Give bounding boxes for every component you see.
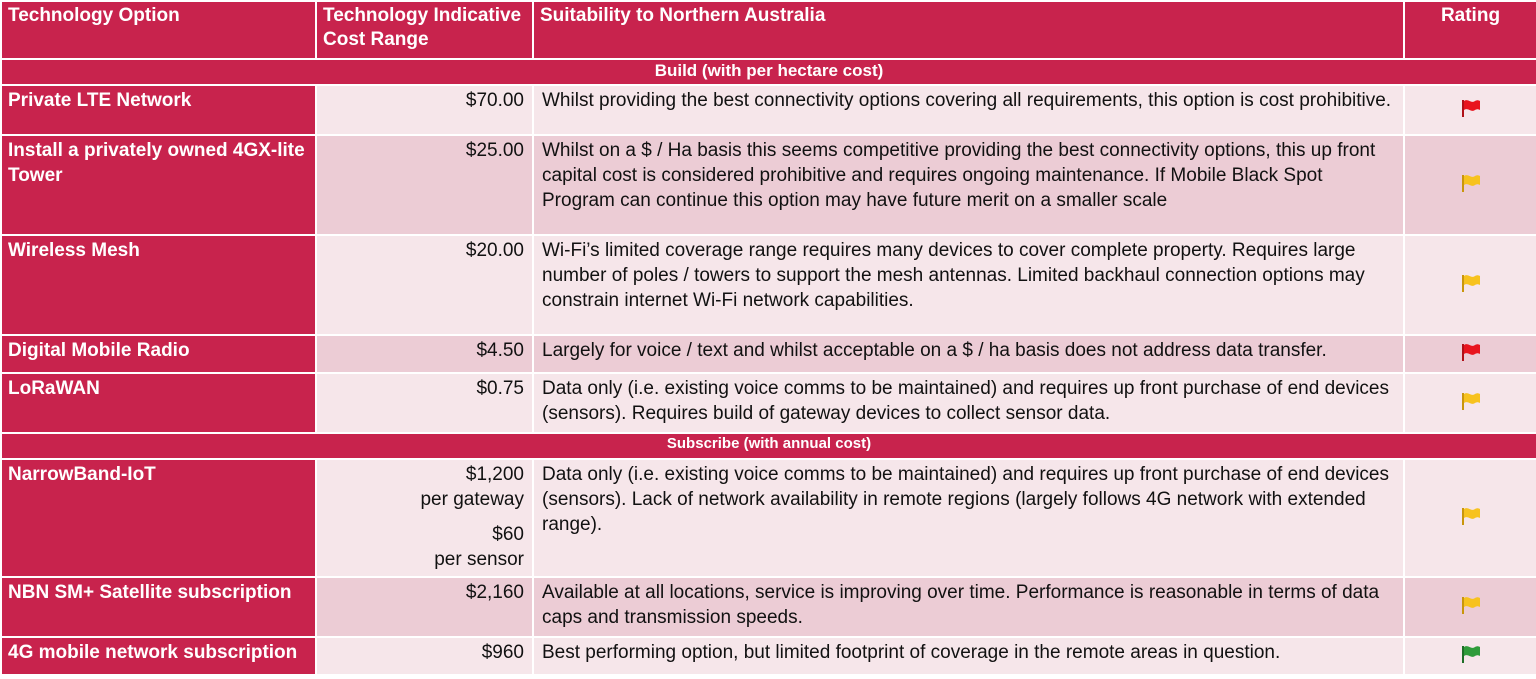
header-rating: Rating: [1404, 1, 1536, 59]
option-rating: [1404, 85, 1536, 135]
header-row: [1, 1, 1536, 59]
option-rating: [1404, 135, 1536, 235]
option-rating: [1404, 459, 1536, 577]
option-rating: [1404, 335, 1536, 373]
table-row: [1, 135, 1536, 235]
section-build: [1, 59, 1536, 85]
table-row: [1, 235, 1536, 335]
section-subscribe-label: Subscribe (with annual cost): [1, 433, 1536, 459]
red-flag-icon: [1460, 98, 1482, 118]
header-technology-option: Technology Option: [1, 1, 316, 59]
option-rating: [1404, 373, 1536, 433]
option-name: LoRaWAN: [1, 373, 316, 433]
option-rating: [1404, 637, 1536, 675]
yellow-flag-icon: [1460, 506, 1482, 526]
table-row: [1, 637, 1536, 675]
option-name: NBN SM+ Satellite subscription: [1, 577, 316, 637]
option-rating: [1404, 235, 1536, 335]
section-subscribe: [1, 433, 1536, 459]
option-cost: $20.00: [316, 235, 533, 335]
table-row: [1, 459, 1536, 577]
table-row: [1, 373, 1536, 433]
option-cost: $2,160: [316, 577, 533, 637]
option-name: Wireless Mesh: [1, 235, 316, 335]
yellow-flag-icon: [1460, 391, 1482, 411]
cost-sensor-value: $60: [492, 524, 524, 545]
cost-gateway-value: $1,200: [465, 464, 524, 485]
option-name: Private LTE Network: [1, 85, 316, 135]
option-suitability: Whilst providing the best connectivity options covering all requirements, this option is cost prohibitive.: [533, 85, 1404, 135]
cost-spacer: [321, 512, 524, 522]
option-cost: $4.50: [316, 335, 533, 373]
yellow-flag-icon: [1460, 273, 1482, 293]
option-suitability: Wi-Fi’s limited coverage range requires many devices to cover complete property. Requires large number of poles / towers to support the mesh antennas. Limited backhaul connection options may constrain internet Wi-Fi network capabilities.: [533, 235, 1404, 335]
option-suitability: Whilst on a $ / Ha basis this seems competitive providing the best connectivity options, this up front capital cost is considered prohibitive and requires ongoing maintenance. If Mobile Black Spot Program can continue this option may have future merit on a smaller scale: [533, 135, 1404, 235]
option-suitability: Available at all locations, service is improving over time. Performance is reasonable in terms of data caps and transmission speeds.: [533, 577, 1404, 637]
option-suitability: Data only (i.e. existing voice comms to be maintained) and requires up front purchase of end devices (sensors). Requires build of gateway devices to collect sensor data.: [533, 373, 1404, 433]
green-flag-icon: [1460, 644, 1482, 664]
cost-sensor-unit: per sensor: [434, 549, 524, 570]
option-suitability: Data only (i.e. existing voice comms to be maintained) and requires up front purchase of end devices (sensors). Lack of network availability in remote regions (largely follows 4G network with extended range).: [533, 459, 1404, 577]
table-row: [1, 335, 1536, 373]
option-name: NarrowBand-IoT: [1, 459, 316, 577]
table-row: [1, 85, 1536, 135]
option-name: Install a privately owned 4GX-lite Tower: [1, 135, 316, 235]
option-rating: [1404, 577, 1536, 637]
option-suitability: Best performing option, but limited footprint of coverage in the remote areas in question.: [533, 637, 1404, 675]
header-suitability: Suitability to Northern Australia: [533, 1, 1404, 59]
section-build-label: Build (with per hectare cost): [1, 59, 1536, 85]
option-cost: [316, 459, 533, 577]
yellow-flag-icon: [1460, 595, 1482, 615]
option-cost: $70.00: [316, 85, 533, 135]
red-flag-icon: [1460, 342, 1482, 362]
option-cost: $25.00: [316, 135, 533, 235]
option-name: 4G mobile network subscription: [1, 637, 316, 675]
yellow-flag-icon: [1460, 173, 1482, 193]
option-name: Digital Mobile Radio: [1, 335, 316, 373]
option-cost: $0.75: [316, 373, 533, 433]
option-suitability: Largely for voice / text and whilst acceptable on a $ / ha basis does not address data transfer.: [533, 335, 1404, 373]
header-cost-range: Technology Indicative Cost Range: [316, 1, 533, 59]
cost-gateway-unit: per gateway: [420, 489, 524, 510]
option-cost: $960: [316, 637, 533, 675]
table-row: [1, 577, 1536, 637]
